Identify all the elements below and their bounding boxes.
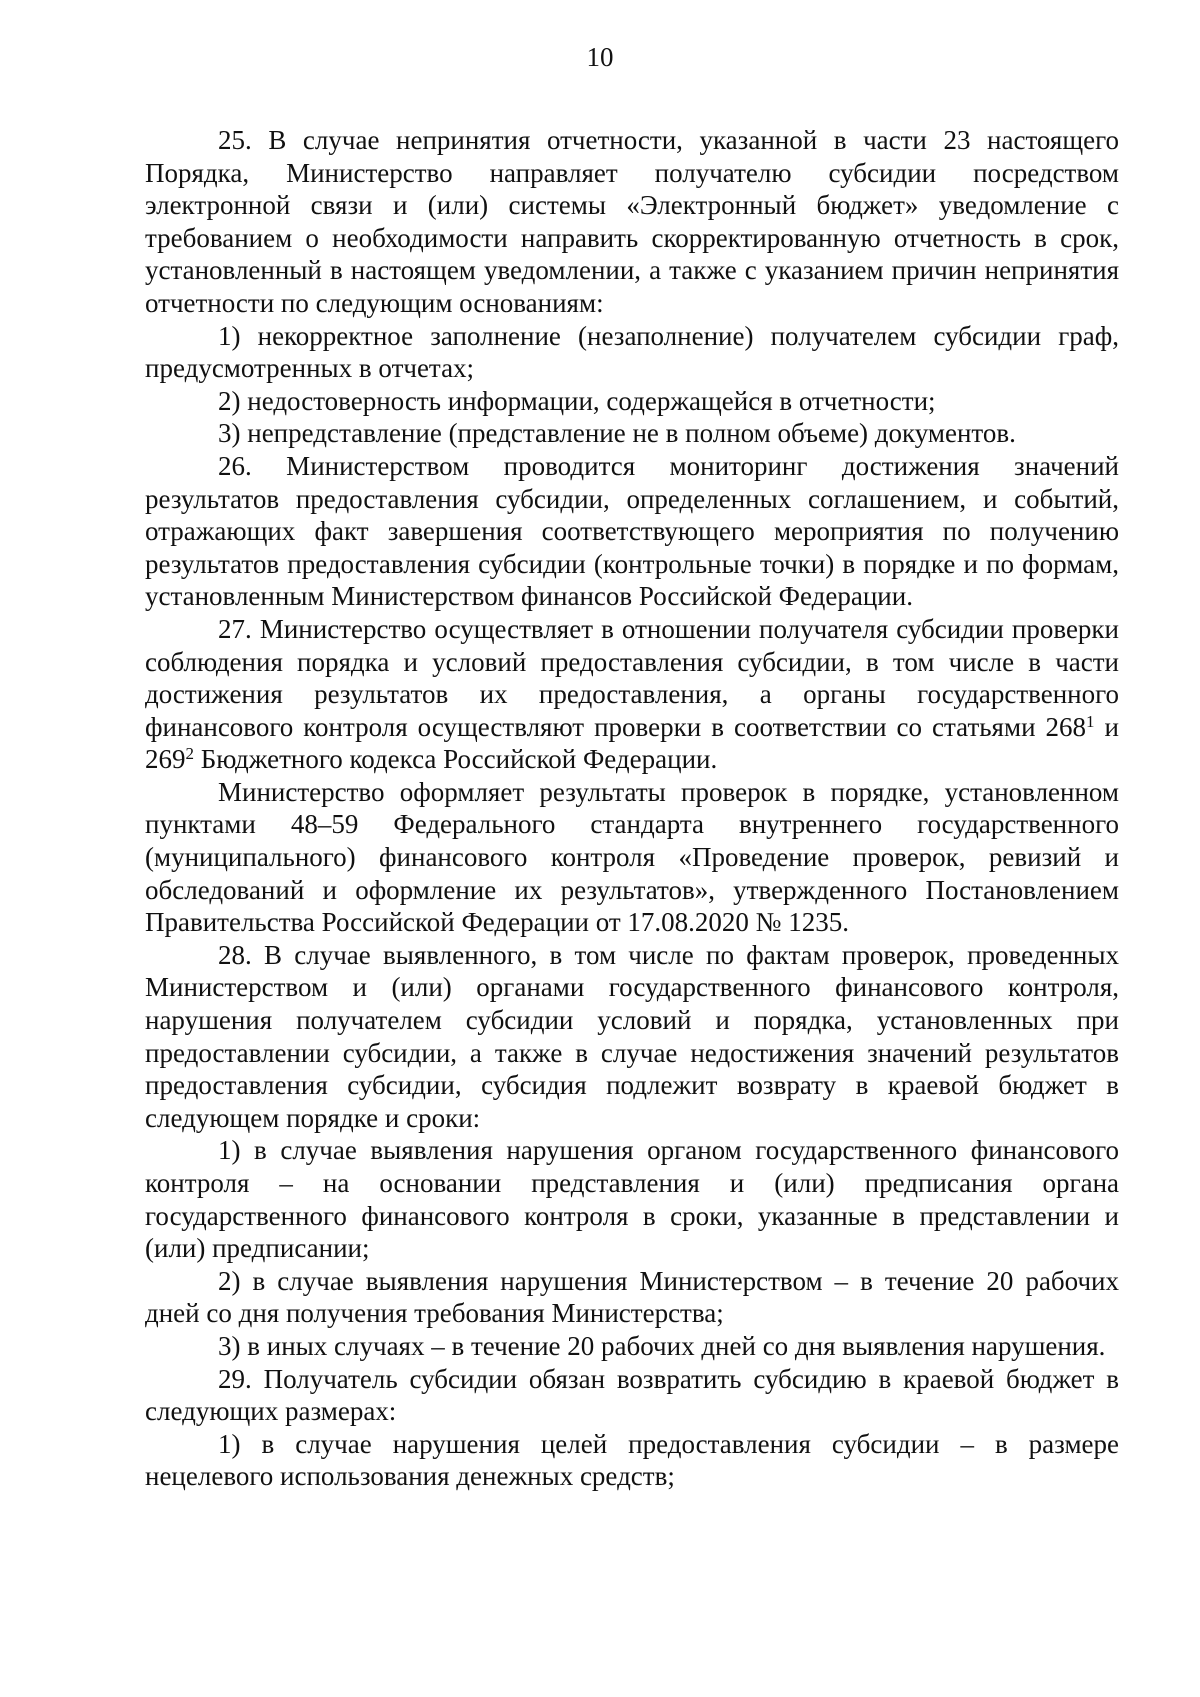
document-body	[145, 124, 1119, 1493]
paragraph-26: 26. Министерством проводится мониторинг достижения значений результатов предоставления субсидии, определенных соглашением, и событий, отражающих факт завершения соответствующего мероприятия по получению результатов предоставления субсидии (контрольные точки) в порядке и по формам, установленным Министерством финансов Российской Федерации.	[145, 450, 1119, 612]
paragraph-28-item-1: 1) в случае выявления нарушения органом государственного финансового контроля – на основании представления и (или) предписания органа государственного финансового контроля в сроки, указанные в представлении и (или) предписании;	[145, 1135, 1119, 1264]
paragraph-28: 28. В случае выявленного, в том числе по фактам проверок, проведенных Министерством и (или) органами государственного финансового контроля, нарушения получателем субсидии условий и порядка, установленных при предоставлении субсидии, а также в случае недостижения значений результатов предоставления субсидии, субсидия подлежит возврату в краевой бюджет в следующем порядке и сроки:	[145, 939, 1119, 1133]
paragraph-28-item-3: 3) в иных случаях – в течение 20 рабочих дней со дня выявления нарушения.	[218, 1330, 1106, 1361]
paragraph-28-item-2: 2) в случае выявления нарушения Министерством – в течение 20 рабочих дней со дня получения требования Министерства;	[145, 1265, 1119, 1329]
paragraph-27	[145, 613, 1119, 776]
paragraph-27-text: 27. Министерство осуществляет в отношении получателя субсидии проверки соблюдения порядка и условий предоставления субсидии, в том числе в части достижения результатов их предоставления, а органы государственного финансового контроля осуществляют проверки в соответствии со статьями 268	[145, 613, 1119, 742]
paragraph-29-item-1: 1) в случае нарушения целей предоставления субсидии – в размере нецелевого использования денежных средств;	[145, 1428, 1119, 1492]
paragraph-25-item-3: 3) непредставление (представление не в полном объеме) документов.	[218, 418, 1016, 449]
superscript-1: 1	[1086, 711, 1095, 731]
paragraph-25: 25. В случае непринятия отчетности, указанной в части 23 настоящего Порядка, Министерство направляет получателю субсидии посредством электронной связи и (или) системы «Электронный бюджет» уведомление с требованием о необходимости направить скорректированную отчетность в срок, установленный в настоящем уведомлении, а также с указанием причин непринятия отчетности по следующим основаниям:	[145, 125, 1119, 318]
paragraph-25-item-2: 2) недостоверность информации, содержащейся в отчетности;	[218, 385, 936, 416]
paragraph-29: 29. Получатель субсидии обязан возвратить субсидию в краевой бюджет в следующих размерах:	[145, 1363, 1119, 1427]
paragraph-27-end: Бюджетного кодекса Российской Федерации.	[194, 744, 718, 775]
page-number: 10	[586, 42, 614, 72]
paragraph-25-item-1: 1) некорректное заполнение (незаполнение) получателем субсидии граф, предусмотренных в отчетах;	[145, 320, 1119, 384]
paragraph-27-continuation: Министерство оформляет результаты проверок в порядке, установленном пунктами 48–59 Федерального стандарта внутреннего государственного (муниципального) финансового контроля «Проведение проверок, ревизий и обследований и оформление их результатов», утвержденного Постановлением Правительства Российской Федерации от 17.08.2020 № 1235.	[145, 776, 1119, 938]
superscript-2: 2	[185, 744, 194, 764]
paragraph-27-mid: и 269	[145, 711, 1119, 775]
